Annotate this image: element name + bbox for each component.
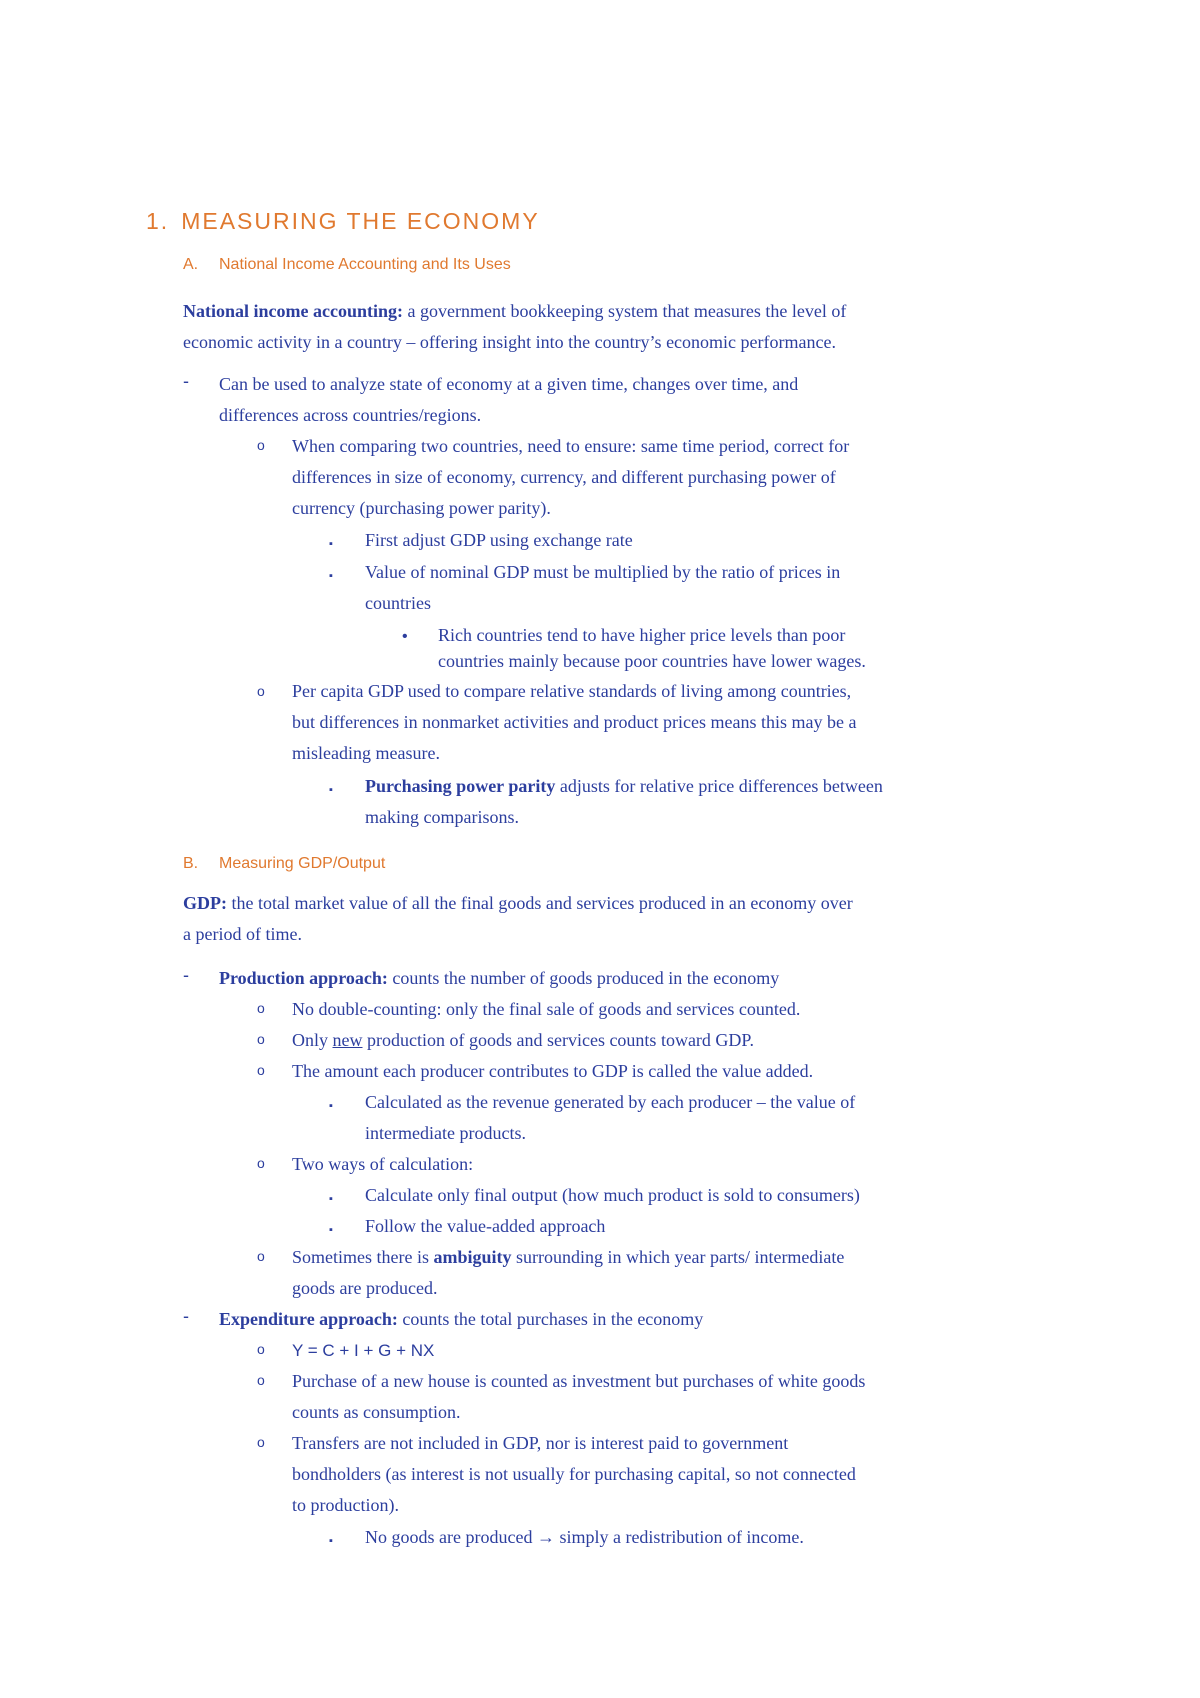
subsection-letter: A.: [183, 256, 199, 273]
list-item: [219, 1304, 1059, 1335]
list-item: [365, 1522, 1085, 1553]
circle-bullet: o: [257, 1000, 265, 1016]
square-bullet: ▪: [329, 538, 333, 550]
list-item: [292, 1056, 1052, 1087]
list-item-text: The amount each producer contributes to GDP is called the value added.: [292, 1061, 814, 1081]
list-item: [292, 676, 1052, 769]
list-item-text: Value of nominal GDP must be multiplied by the ratio of prices in: [365, 562, 841, 582]
list-item: [292, 1366, 1072, 1428]
list-item-text: Per capita GDP used to compare relative standards of living among countries,: [292, 681, 852, 701]
list-item: [438, 622, 1058, 674]
underlined-word: new: [332, 1030, 363, 1050]
list-item: [292, 431, 1052, 524]
list-item: [292, 1025, 1052, 1056]
section-number: 1.: [146, 208, 170, 234]
definition-text: the total market value of all the final goods and services produced in an economy over: [227, 893, 853, 913]
list-item-text: counts as consumption.: [292, 1402, 461, 1422]
list-item-text: Can be used to analyze state of economy at a given time, changes over time, and: [219, 374, 799, 394]
list-item: [219, 369, 1039, 431]
list-item-text: No goods are produced: [365, 1527, 537, 1547]
circle-bullet: o: [257, 1372, 265, 1388]
list-item-text: making comparisons.: [365, 807, 519, 827]
list-item: [292, 994, 1052, 1025]
square-bullet: ▪: [329, 1224, 333, 1236]
list-item-text: counts the number of goods produced in the economy: [387, 968, 780, 988]
circle-bullet: o: [257, 437, 265, 453]
list-item-text: misleading measure.: [292, 743, 440, 763]
list-item: [365, 557, 1065, 619]
subsection-heading-a: [183, 256, 511, 274]
circle-bullet: o: [257, 1031, 265, 1047]
dash-bullet: -: [183, 965, 189, 985]
list-item-text: No double-counting: only the final sale of goods and services counted.: [292, 999, 801, 1019]
list-item-text: to production).: [292, 1495, 399, 1515]
definition-text: economic activity in a country – offering insight into the country’s economic performance.: [183, 332, 836, 352]
list-item: [365, 525, 1065, 556]
list-item: [292, 1428, 1072, 1521]
list-item-text: counts the total purchases in the economy: [397, 1309, 704, 1329]
definition-paragraph: [183, 888, 1063, 950]
list-item: [365, 1180, 1085, 1211]
dot-bullet: •: [402, 628, 408, 645]
list-item-text: adjusts for relative price differences between: [555, 776, 883, 796]
subsection-title: Measuring GDP/Output: [219, 855, 386, 872]
circle-bullet: o: [257, 1062, 265, 1078]
list-item: [365, 771, 1085, 833]
list-item-text: production of goods and services counts toward GDP.: [362, 1030, 754, 1050]
list-item: [292, 1149, 1052, 1180]
square-bullet: ▪: [329, 1193, 333, 1205]
list-item-text: but differences in nonmarket activities and product prices means this may be a: [292, 712, 857, 732]
square-bullet: ▪: [329, 784, 333, 796]
subsection-letter: B.: [183, 855, 199, 872]
list-item: [365, 1087, 1085, 1149]
list-item-text: Calculated as the revenue generated by each producer – the value of: [365, 1092, 856, 1112]
bold-word: ambiguity: [433, 1247, 512, 1267]
equation: Y = C + I + G + NX: [292, 1341, 435, 1360]
list-item: [219, 963, 1059, 994]
list-item-text: Calculate only final output (how much product is sold to consumers): [365, 1185, 860, 1205]
list-item-text: differences across countries/regions.: [219, 405, 482, 425]
list-item-text: intermediate products.: [365, 1123, 526, 1143]
list-item-text: countries: [365, 593, 431, 613]
list-item-text: Two ways of calculation:: [292, 1154, 474, 1174]
list-item-text: First adjust GDP using exchange rate: [365, 530, 633, 550]
list-item-text: simply a redistribution of income.: [554, 1527, 804, 1547]
list-item-text: differences in size of economy, currency, and different purchasing power of: [292, 467, 836, 487]
square-bullet: ▪: [329, 570, 333, 582]
list-item-text: Follow the value-added approach: [365, 1216, 606, 1236]
definition-text: a government bookkeeping system that measures the level of: [403, 301, 847, 321]
section-heading: [146, 208, 540, 235]
arrow-right-icon: →: [536, 1527, 555, 1547]
list-item-text: goods are produced.: [292, 1278, 438, 1298]
dash-bullet: -: [183, 1306, 189, 1326]
list-item-text: currency (purchasing power parity).: [292, 498, 551, 518]
subsection-heading-b: [183, 855, 385, 873]
definition-text: a period of time.: [183, 924, 302, 944]
list-item-text: When comparing two countries, need to ensure: same time period, correct for: [292, 436, 850, 456]
list-item-text: Sometimes there is: [292, 1247, 434, 1267]
list-item-text: surrounding in which year parts/ intermediate: [511, 1247, 845, 1267]
list-item-text: Purchase of a new house is counted as investment but purchases of white goods: [292, 1371, 866, 1391]
square-bullet: ▪: [329, 1535, 333, 1547]
list-item: [365, 1211, 1085, 1242]
definition-term: National income accounting:: [183, 301, 403, 321]
circle-bullet: o: [257, 1248, 265, 1264]
definition-paragraph: [183, 296, 1063, 358]
list-item: [292, 1242, 1052, 1304]
list-item-text: Rich countries tend to have higher price levels than poor: [438, 625, 846, 645]
subsection-title: National Income Accounting and Its Uses: [219, 256, 511, 273]
definition-term: GDP:: [183, 893, 227, 913]
list-item-term: Expenditure approach:: [219, 1309, 398, 1329]
circle-bullet: o: [257, 1155, 265, 1171]
circle-bullet: o: [257, 683, 265, 699]
list-item-text: countries mainly because poor countries have lower wages.: [438, 651, 866, 671]
list-item-text: Transfers are not included in GDP, nor is interest paid to government: [292, 1433, 789, 1453]
circle-bullet: o: [257, 1341, 265, 1357]
circle-bullet: o: [257, 1434, 265, 1450]
list-item: [292, 1335, 1052, 1366]
section-title: MEASURING THE ECONOMY: [181, 208, 540, 234]
square-bullet: ▪: [329, 1100, 333, 1112]
list-item-text: bondholders (as interest is not usually for purchasing capital, so not connected: [292, 1464, 856, 1484]
list-item-text: Only: [292, 1030, 333, 1050]
list-item-term: Production approach:: [219, 968, 388, 988]
dash-bullet: -: [183, 371, 189, 391]
list-item-term: Purchasing power parity: [365, 776, 556, 796]
